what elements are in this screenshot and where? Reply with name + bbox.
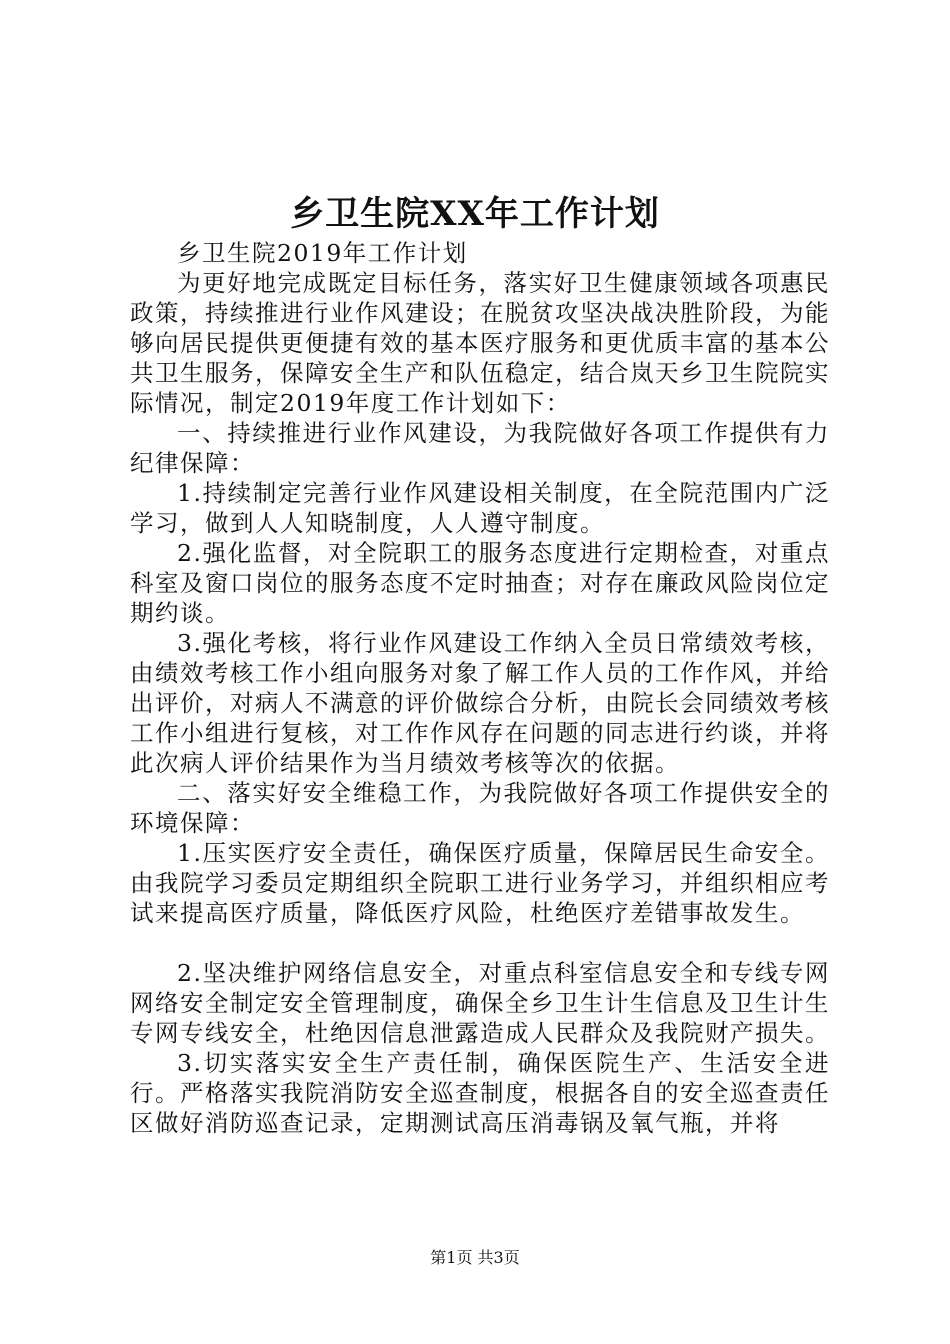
document-body	[130, 238, 830, 1138]
paragraph-2-1: 1.压实医疗安全责任，确保医疗质量，保障居民生命安全。由我院学习委员定期组织全院职工进行业务学习，并组织相应考试来提高医疗质量，降低医疗风险，杜绝医疗差错事故发生。	[130, 839, 830, 927]
paragraph-2-3: 3.切实落实安全生产责任制，确保医院生产、生活安全进行。严格落实我院消防安全巡查制度，根据各自的安全巡查责任区做好消防巡查记录，定期测试高压消毒锅及氧气瓶，并将	[130, 1049, 830, 1137]
paragraph-1-2: 2.强化监督，对全院职工的服务态度进行定期检查，对重点科室及窗口岗位的服务态度不定时抽查；对存在廉政风险岗位定期约谈。	[130, 539, 830, 627]
paragraph-intro: 为更好地完成既定目标任务，落实好卫生健康领域各项惠民政策，持续推进行业作风建设；在脱贫攻坚决战决胜阶段，为能够向居民提供更便捷有效的基本医疗服务和更优质丰富的基本公共卫生服务，保障安全生产和队伍稳定，结合岚天乡卫生院院实际情况，制定2019年度工作计划如下：	[130, 269, 830, 417]
section-heading-1: 一、持续推进行业作风建设，为我院做好各项工作提供有力纪律保障：	[130, 419, 830, 477]
paragraph-subtitle: 乡卫生院2019年工作计划	[177, 239, 468, 267]
section-heading-2: 二、落实好安全维稳工作，为我院做好各项工作提供安全的环境保障：	[130, 779, 830, 837]
document-title: 乡卫生院XX年工作计划	[290, 194, 660, 234]
paragraph-2-2: 2.坚决维护网络信息安全，对重点科室信息安全和专线专网网络安全制定安全管理制度，确保全乡卫生计生信息及卫生计生专网专线安全，杜绝因信息泄露造成人民群众及我院财产损失。	[130, 959, 830, 1047]
paragraph-1-3: 3.强化考核，将行业作风建设工作纳入全员日常绩效考核，由绩效考核工作小组向服务对象了解工作人员的工作作风，并给出评价，对病人不满意的评价做综合分析，由院长会同绩效考核工作小组进行复核，对工作作风存在问题的同志进行约谈，并将此次病人评价结果作为当月绩效考核等次的依据。	[130, 629, 830, 777]
paragraph-1-1: 1.持续制定完善行业作风建设相关制度，在全院范围内广泛学习，做到人人知晓制度，人人遵守制度。	[130, 479, 830, 537]
page-footer: 第1页 共3页	[430, 1248, 520, 1267]
